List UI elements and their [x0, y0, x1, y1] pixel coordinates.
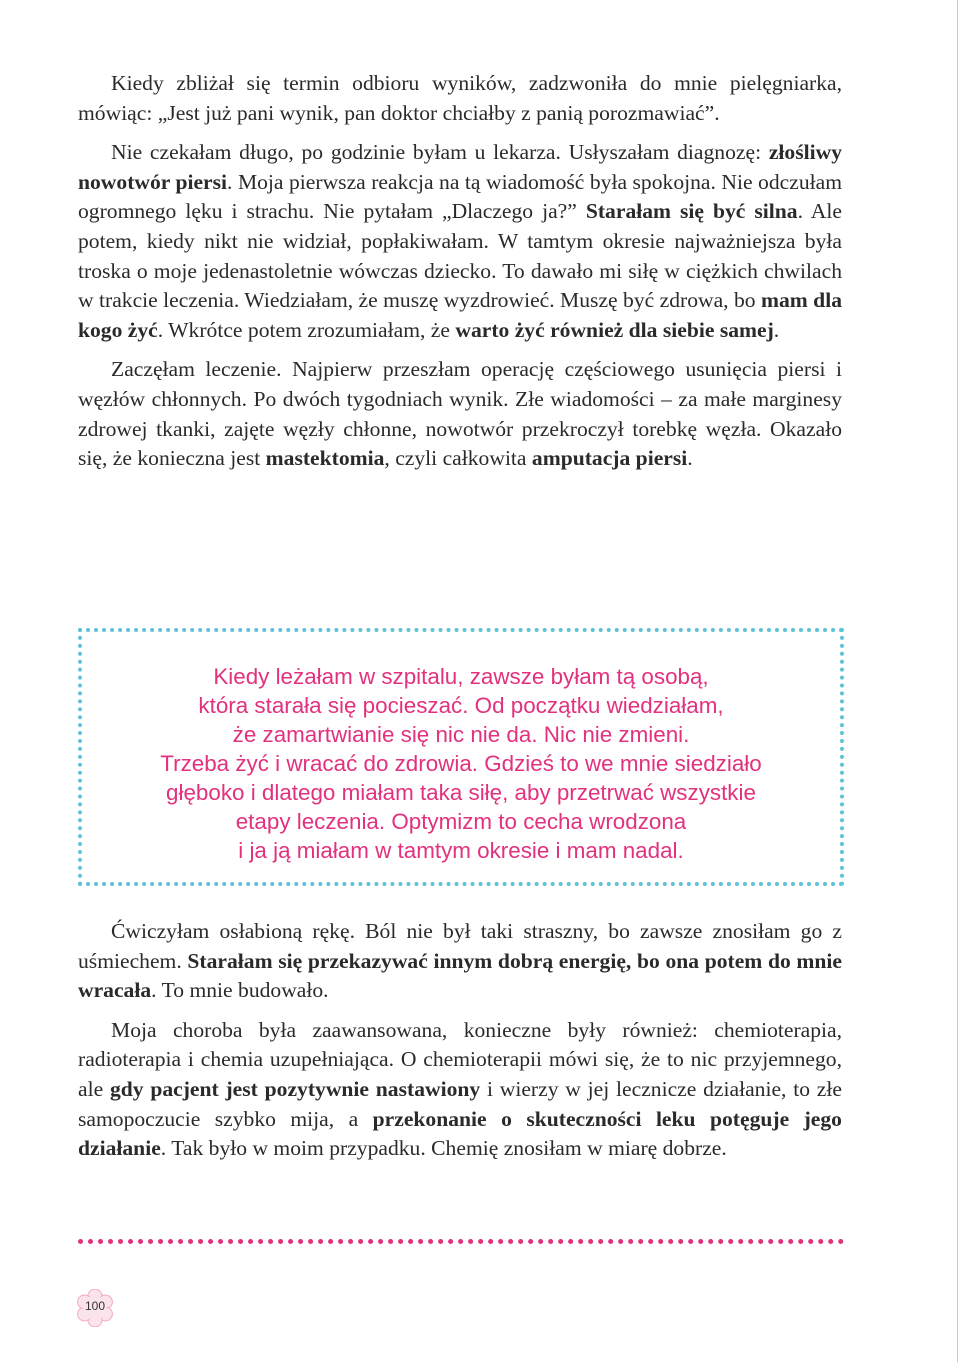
page-number: 100	[84, 1299, 106, 1313]
paragraph-2-text: . Wkrótce potem zrozumiałam, że	[157, 317, 456, 342]
paragraph-3-bold: amputacja piersi	[531, 446, 688, 471]
paragraph-5-bold: przekonanie o skuteczności leku potęguje jego działanie	[78, 1106, 842, 1161]
paragraph-2-bold: mam dla kogo żyć	[78, 288, 842, 342]
quote-line: że zamartwianie się nic nie da. Nic nie zmieni.	[232, 722, 690, 747]
page-edge-line	[957, 0, 958, 1362]
quote-line: Trzeba żyć i wracać do zdrowia. Gdzieś to we mnie siedziało	[160, 751, 762, 776]
paragraph-4	[78, 917, 842, 1006]
paragraph-2-bold: warto żyć również dla siebie samej	[455, 317, 774, 342]
paragraph-5	[78, 1016, 842, 1164]
paragraph-2-bold: Starałam się być silna	[585, 199, 798, 224]
paragraph-1: Kiedy zbliżał się termin odbioru wyników, zadzwoniła do mnie pielęgniarka, mówiąc: „Jest już pani wynik, pan doktor chciałby z panią porozmawiać”.	[78, 71, 842, 125]
quote-line: głęboko i dlatego miałam taka siłę, aby przetrwać wszystkie	[166, 780, 756, 805]
quote-line: i ja ją miałam w tamtym okresie i mam nadal.	[238, 838, 684, 863]
paragraph-2	[78, 138, 842, 345]
page-number-badge	[76, 1289, 114, 1327]
quote-line: etapy leczenia. Optymizm to cecha wrodzona	[235, 809, 687, 834]
paragraph-5-text: i wierzy w jej lecznicze działanie, to złe samopoczucie szybko mija, a	[78, 1076, 842, 1131]
paragraph-2-text: .	[773, 317, 780, 342]
paragraph-3-text: Zaczęłam leczenie. Najpierw przeszłam operację częściowego usunięcia piersi i węzłów chłonnych. Po dwóch tygodniach wynik. Złe wiadomości – za małe marginesy zdrowej tkanki, zajęte węzły chłonne, nowotwór przekroczył torebkę węzła. Okazało się, że konieczna jest	[78, 357, 842, 471]
paragraph-4-bold: Starałam się przekazywać innym dobrą energię, bo ona potem do mnie wracała	[78, 948, 843, 1003]
paragraph-2-text: . Ale potem, kiedy nikt nie widział, popłakiwałam. W tamtym okresie najważniejsza była troska o moje jedenastoletnie wówczas dziecko. To dawało mi siłę w ciężkich chwilach w trakcie leczenia. Wiedziałam, że muszę wyzdrowieć. Muszę być zdrowa, bo	[78, 199, 842, 313]
quote-text	[82, 662, 840, 865]
paragraph-5-text: . Tak było w moim przypadku. Chemię znosiłam w miarę dobrze.	[160, 1136, 727, 1161]
paragraph-5-bold: gdy pacjent jest pozytywnie nastawiony	[109, 1076, 481, 1101]
paragraph-3-bold: mastektomia	[265, 446, 385, 471]
dotted-divider	[78, 1239, 844, 1244]
paragraph-5-text: Moja choroba była zaawansowana, konieczne były również: chemioterapia, radioterapia i chemia uzupełniająca. O chemioterapii mówi się, że to nic przyjemnego, ale	[78, 1017, 842, 1101]
paragraph-3-text: .	[687, 446, 693, 471]
quote-box	[78, 628, 844, 886]
paragraph-4-text: Ćwiczyłam osłabioną rękę. Ból nie był taki straszny, bo zawsze znosiłam go z uśmiechem.	[78, 919, 842, 973]
paragraph-2-text: . Moja pierwsza reakcja na tą wiadomość była spokojna. Nie odczułam ogromnego lęku i strachu. Nie pytałam „Dlaczego ja?”	[78, 169, 842, 224]
paragraph-2-text: Nie czekałam długo, po godzinie byłam u lekarza. Usłyszałam diagnozę:	[111, 140, 769, 165]
quote-line: Kiedy leżałam w szpitalu, zawsze byłam tą osobą,	[213, 664, 709, 689]
body-text-top	[78, 69, 842, 474]
quote-line: która starała się pocieszać. Od początku wiedziałam,	[198, 693, 724, 718]
paragraph-3-text: , czyli całkowita	[384, 446, 532, 471]
paragraph-2-bold: złośliwy nowotwór piersi	[78, 140, 842, 194]
paragraph-3	[78, 355, 842, 473]
paragraph-4-text: . To mnie budowało.	[151, 978, 329, 1003]
body-text-bottom	[78, 917, 842, 1164]
